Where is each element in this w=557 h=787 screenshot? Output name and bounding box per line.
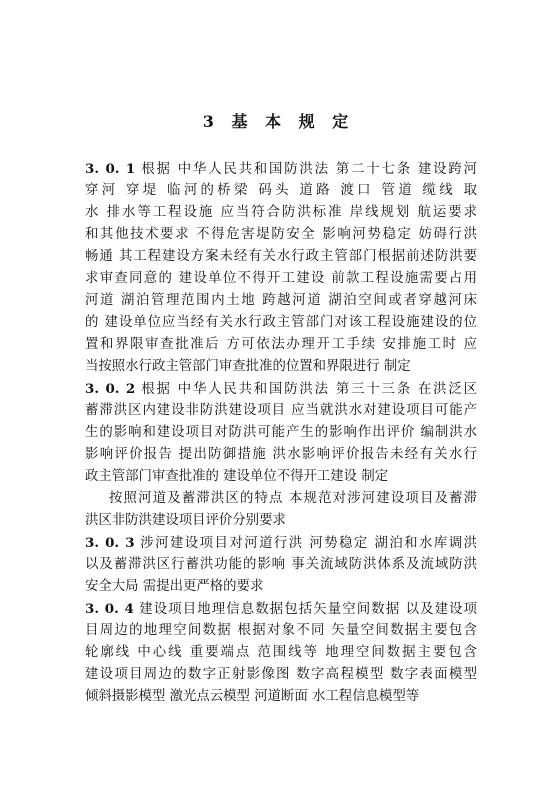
paragraph-line: 目周边的地理空间数据 根据对象不同 矢量空间数据主要包含 — [85, 623, 477, 638]
paragraph-line: 畅通 其工程建设方案未经有关水行政主管部门根据前述防洪要 — [85, 249, 477, 264]
paragraph-line: 穿河 穿堤 临河的桥梁 码头 道路 渡口 管道 缆线 取 — [85, 183, 477, 198]
paragraph-line: 3. 0. 1 根据 中华人民共和国防洪法 第二十七条 建设跨河 — [85, 161, 477, 177]
paragraph-line: 3. 0. 4 建设项目地理信息数据包括矢量空间数据 以及建设项 — [85, 601, 477, 617]
clause-number: 3. 0. 1 — [85, 161, 136, 177]
paragraph-line: 蓄滞洪区内建设非防洪建设项目 应当就洪水对建设项目可能产 — [85, 403, 477, 418]
paragraph-line: 建设项目周边的数字正射影像图 数字高程模型 数字表面模型 — [85, 667, 477, 682]
paragraph-line: 以及蓄滞洪区行蓄洪功能的影响 事关流域防洪体系及流域防洪 — [85, 557, 477, 572]
paragraph-line: 洪区非防洪建设项目评价分别要求 — [85, 513, 286, 528]
paragraph-line: 3. 0. 3 涉河建设项目对河道行洪 河势稳定 湖泊和水库调洪 — [85, 535, 477, 551]
paragraph-line: 轮廓线 中心线 重要端点 范围线等 地理空间数据主要包含 — [85, 645, 477, 660]
paragraph-line: 政主管部门审查批准的 建设单位不得开工建设 制定 — [85, 469, 389, 484]
paragraph-line: 3. 0. 2 根据 中华人民共和国防洪法 第三十三条 在洪泛区 — [85, 381, 477, 397]
paragraph-line: 河道 湖泊管理范围内土地 跨越河道 湖泊空间或者穿越河床 — [85, 293, 477, 308]
section-title: 3 基 本 规 定 — [202, 112, 355, 131]
clause-number: 3. 0. 4 — [85, 601, 134, 617]
paragraph-line: 的 建设单位应当经有关水行政主管部门对该工程设施建设的位 — [85, 315, 477, 330]
paragraph-line: 安全大局 需提出更严格的要求 — [85, 579, 264, 594]
clause-number: 3. 0. 2 — [85, 381, 136, 397]
paragraph-line: 倾斜摄影模型 激光点云模型 河道断面 水工程信息模型等 — [85, 689, 420, 704]
paragraph-line: 生的影响和建设项目对防洪可能产生的影响作出评价 编制洪水 — [85, 425, 477, 440]
clause-number: 3. 0. 3 — [85, 535, 135, 551]
paragraph-line: 当按照水行政主管部门审查批准的位置和界限进行 制定 — [85, 359, 411, 374]
paragraph-line: 水 排水等工程设施 应当符合防洪标准 岸线规划 航运要求 — [85, 205, 477, 220]
paragraph-line: 按照河道及蓄滞洪区的特点 本规范对涉河建设项目及蓄滞 — [109, 491, 477, 506]
paragraph-line: 求审查同意的 建设单位不得开工建设 前款工程设施需要占用 — [85, 271, 477, 286]
paragraph-line: 影响评价报告 提出防御措施 洪水影响评价报告未经有关水行 — [85, 447, 477, 462]
paragraph-line: 和其他技术要求 不得危害堤防安全 影响河势稳定 妨碍行洪 — [85, 227, 477, 242]
paragraph-line: 置和界限审查批准后 方可依法办理开工手续 安排施工时 应 — [85, 337, 477, 352]
